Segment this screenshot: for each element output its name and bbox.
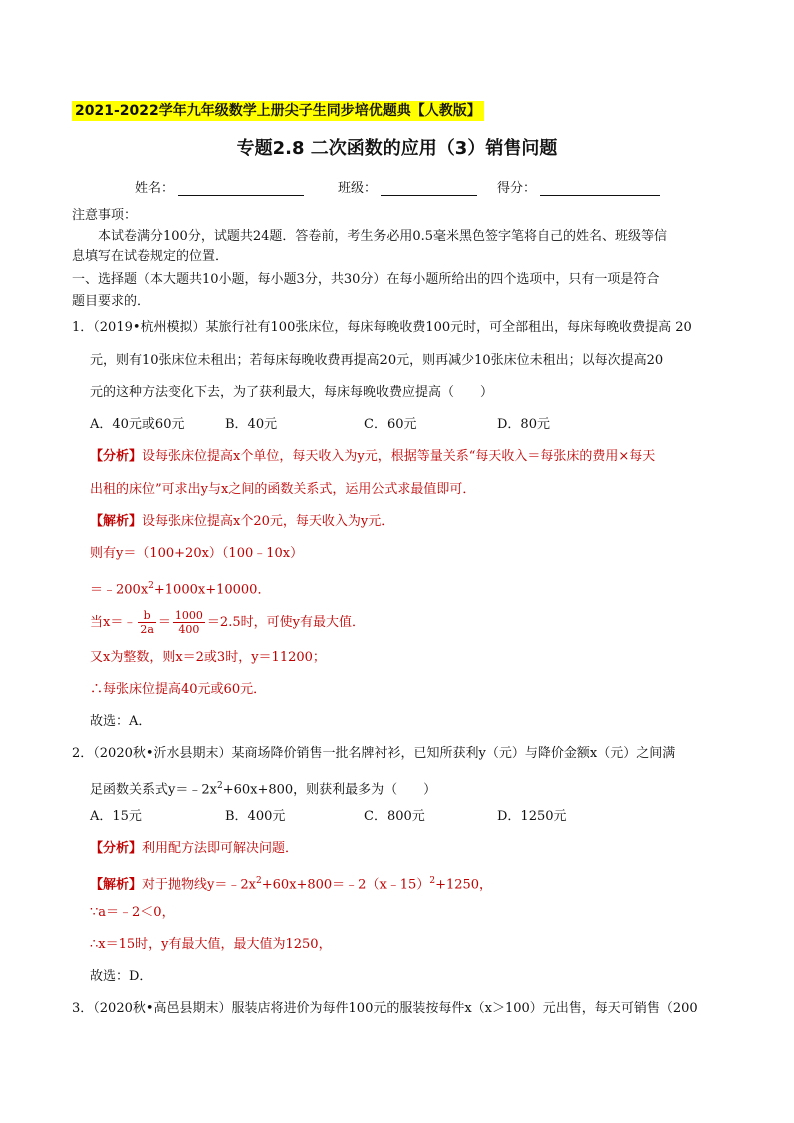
frac-num-b: b (138, 609, 156, 623)
q2-analysis-line (90, 840, 298, 858)
q1-analysis-text-1: 设每张床位提高x个单位，每天收入为y元，根据等量关系“每天收入＝每张床的费用×每天 (142, 449, 656, 464)
q1-step-2-a: ＝﹣200x (90, 582, 149, 598)
frac-den-400: 400 (178, 623, 200, 636)
q1-step-3 (90, 606, 365, 640)
q2-option-a[interactable]: A．15元 (90, 809, 142, 824)
q1-step-4: 又x为整数，则x＝2或3时，y＝11200； (90, 650, 326, 665)
q2-solution-a: 对于抛物线y＝﹣2x (142, 877, 256, 893)
q1-answer: 故选：A． (90, 714, 152, 729)
series-banner: 2021-2022学年九年级数学上册尖子生同步培优题典【人教版】 (72, 101, 484, 121)
q3-line-1: 3．（2020秋•高邑县期末）服装店将进价为每件100元的服装按每件x（x＞100）元出售，每天可销售（200 (72, 1001, 698, 1016)
analysis-tag: 【分析】 (90, 841, 143, 856)
notes-body-1: 本试卷满分100分，试题共24题．答卷前，考生务必用0.5毫米黑色签字笔将自己的姓名、班级等信 (98, 229, 668, 244)
q1-line-3: 元的这种方法变化下去，为了获利最大，每床每晚收费应提高（ ） (90, 385, 494, 400)
frac-num-1000: 1000 (174, 609, 203, 622)
q2-option-c[interactable]: C．800元 (364, 809, 425, 824)
analysis-tag: 【分析】 (90, 449, 143, 464)
score-blank[interactable] (540, 181, 660, 196)
name-blank[interactable] (178, 181, 304, 196)
q2-line-1: 2．（2020秋•沂水县期末）某商场降价销售一批名牌衬衫，已知所获利y（元）与降价金额x（元）之间满 (72, 746, 676, 761)
q1-line-2: 元，则有10张床位未租出；若每床每晚收费再提高20元，则再减少10张床位未租出；以每次提高20 (90, 353, 664, 368)
solution-tag: 【解析】 (90, 514, 143, 529)
class-blank[interactable] (381, 181, 477, 196)
q1-solution-line-1 (90, 513, 394, 531)
notes-heading: 注意事项： (72, 208, 138, 223)
q2-option-d[interactable]: D．1250元 (497, 809, 567, 824)
q1-analysis-line-1 (90, 448, 655, 466)
q1-step-2 (90, 577, 270, 599)
score-label: 得分： (497, 181, 537, 196)
q1-option-c[interactable]: C．60元 (364, 417, 417, 432)
fraction-1000-over-400 (173, 609, 205, 636)
q2-line-2 (90, 777, 436, 799)
q2-answer: 故选：D． (90, 969, 153, 984)
score-info (497, 177, 660, 196)
solution-tag: 【解析】 (90, 877, 143, 893)
section-heading-1: 一、选择题（本大题共10小题，每小题3分，共30分）在每小题所给出的四个选项中，只有一项是符合 (72, 272, 660, 287)
q1-step-5: ∴每张床位提高40元或60元． (90, 682, 267, 697)
q2-line-2-exp: 2 (216, 781, 223, 791)
page-title: 专题2.8 二次函数的应用（3）销售问题 (236, 138, 558, 159)
frac-den-2a: 2a (140, 623, 154, 636)
q1-option-d[interactable]: D．80元 (497, 417, 550, 432)
q1-step-3-c: ＝2.5时，可使y有最大值． (206, 615, 365, 630)
q2-option-b[interactable]: B．400元 (225, 809, 286, 824)
q2-step-2: ∴x＝15时，y有最大值，最大值为1250， (90, 937, 332, 952)
q2-solution-c: +60x+800＝﹣2（x﹣15） (261, 877, 430, 893)
q2-solution-e: +1250， (435, 877, 493, 893)
q1-step-3-b: ＝ (157, 615, 171, 630)
q1-step-1: 则有y＝（100+20x）（100﹣10x） (90, 546, 304, 561)
fraction-b-over-2a (138, 609, 156, 636)
q2-solution-exp-1: 2 (255, 876, 262, 886)
q1-line-1: 1．（2019•杭州模拟）某旅行社有100张床位，每床每晚收费100元时，可全部租出，每床每晚收费提高 20 (72, 320, 692, 335)
q1-solution-text-1: 设每张床位提高x个20元，每天收入为y元． (142, 514, 395, 529)
section-heading-2: 题目要求的． (72, 294, 151, 309)
q2-line-2-a: 足函数关系式y＝﹣2x (90, 782, 217, 798)
q1-step-3-a: 当x＝﹣ (90, 615, 137, 630)
q1-option-a[interactable]: A．40元或60元 (90, 417, 185, 432)
student-info-row (135, 177, 304, 196)
q1-step-2-c: +1000x+10000． (153, 582, 271, 598)
q1-step-2-exp: 2 (148, 581, 154, 591)
name-label: 姓名： (135, 181, 175, 196)
q1-analysis-line-2: 出租的床位”可求出y与x之间的函数关系式，运用公式求最值即可． (90, 482, 476, 497)
q2-step-1: ∵a＝﹣2＜0， (90, 905, 175, 920)
q2-line-2-c: +60x+800，则获利最多为（ ） (222, 782, 437, 798)
q1-option-b[interactable]: B．40元 (225, 417, 278, 432)
q2-analysis-text: 利用配方法即可解决问题． (142, 841, 299, 856)
notes-body-2: 息填写在试卷规定的位置． (72, 249, 229, 264)
class-label: 班级： (338, 181, 378, 196)
class-info (338, 177, 477, 196)
q2-solution-exp-2: 2 (429, 876, 436, 886)
q2-solution-line (90, 872, 492, 894)
